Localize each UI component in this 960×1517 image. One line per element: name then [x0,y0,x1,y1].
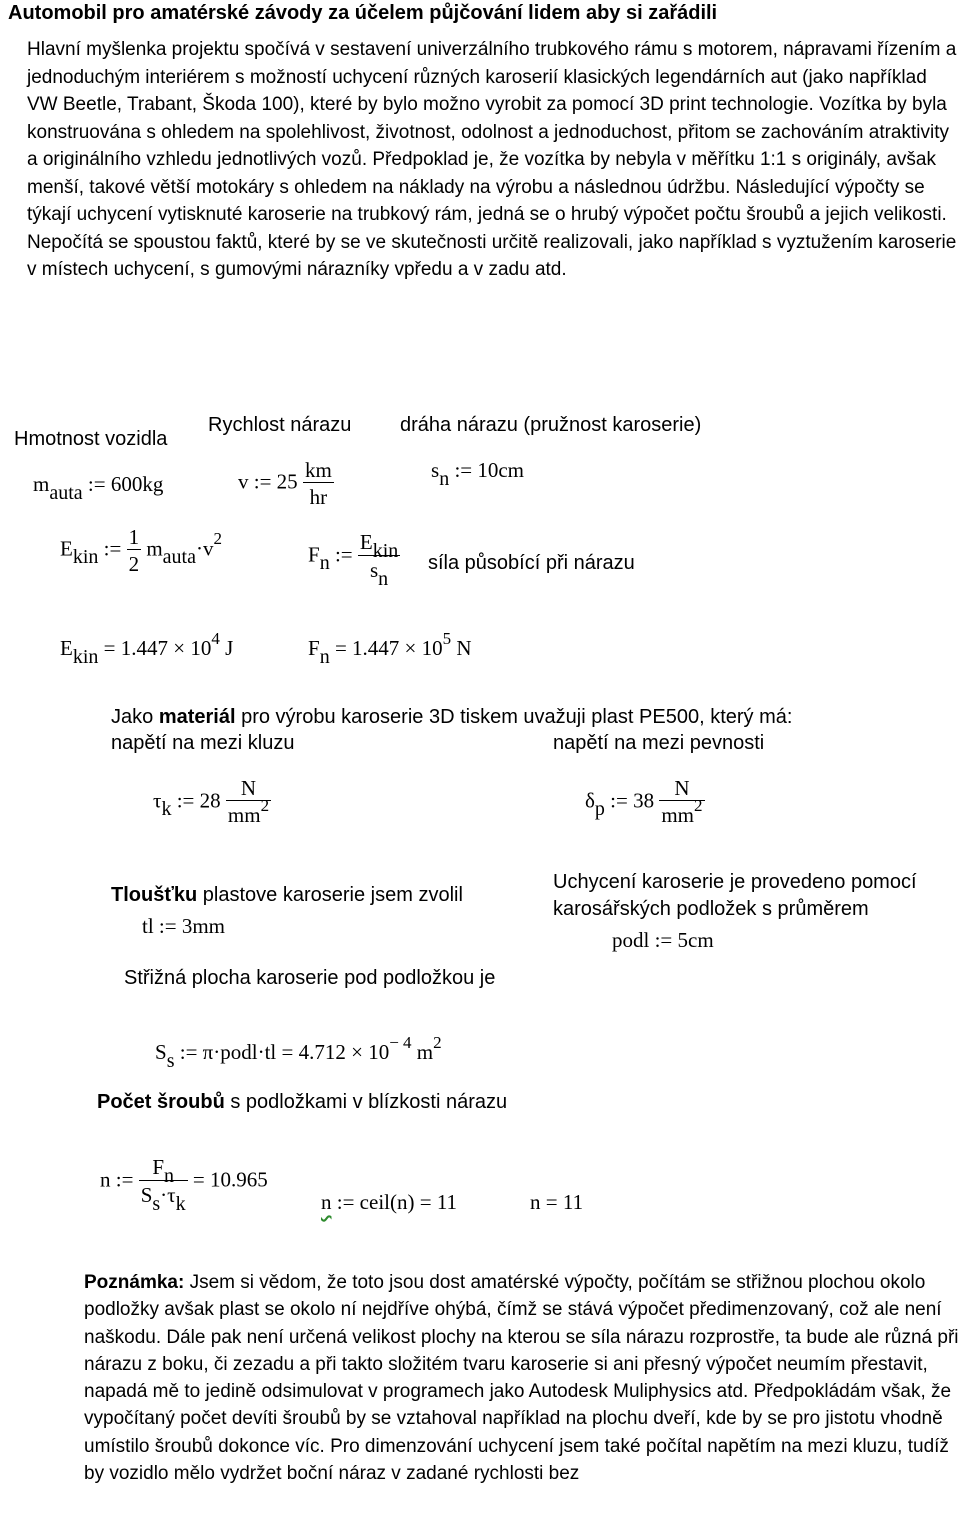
washer-diameter-definition: podl := 5cm [612,928,714,952]
material-sentence: Jako materiál pro výrobu karoserie 3D tiskem uvažuji plast PE500, který má: [111,706,793,728]
ultimate-stress-definition: δp := 38 $\frac{N}{mm^2}$ [585,776,703,827]
kinetic-energy-result: Ekin = $1.447 \times 10^4$ J [60,629,234,668]
mount-line-1: Uchycení karoserie je provedeno pomocí [553,871,917,893]
force-result: $Fn = 1.447 \times 10^5$ N [308,629,472,668]
speed-definition: v := 25 $\frac{km}{hr}$ [238,458,332,509]
kinetic-energy-formula: Ekin := $\frac{1}{2}$ $mauta\cdot v^2$ [60,525,222,576]
ultimate-label: napětí na mezi pevnosti [553,732,765,754]
bolt-count-final: n = 11 [530,1190,584,1214]
mass-definition: mauta := 600kg [33,472,164,504]
shear-area-label: Střižná plocha karoserie pod podložkou je [124,967,496,989]
bolt-count-ceil: n := ceil(n) = 11 [321,1190,458,1214]
bolt-count-heading: Počet šroubů s podložkami v blízkosti nárazu [97,1091,508,1113]
distance-definition: sn := 10cm [431,458,525,490]
mass-label: Hmotnost vozidla [14,428,168,450]
intro-paragraph: Hlavní myšlenka projektu spočívá v sestavení univerzálního trubkového rámu s motorem, nápravami řízením a jednoduchým interiérem s možností uchycení různých karoserií klasických legendárních aut (jako například VW Beetle, Trabant, Škoda 100), které by bylo možno vyrobit za pomocí 3D print technologie. Vozítka by byla konstruována s ohledem na spolehlivost, životnost, odolnost a jednoduchost, přitom se zachováním atraktivity a originálního vzhledu jednotlivých vozů. Předpoklad je, že vozítka by nebyla v měřítku 1:1 s originály, avšak menší, takové větší motokáry s ohledem na náklady na výrobu a následnou údržbu. Následující výpočty se týkají uchycení vytisknuté karoserie na trubkový rám, jedná se o hrubý výpočet počtu šroubů a jejich velikosti. Nepočítá se spoustou faktů, které by se ve skutečnosti určitě realizovali, jako například s vyztužením karoserie v místech uchycení, s gumovými nárazníky vpředu a v zadu atd. [27,39,957,280]
yield-label: napětí na mezi kluzu [111,732,295,754]
note-paragraph: Poznámka: Jsem si vědom, že toto jsou dost amatérské výpočty, počítám se střižnou plochou okolo podložky avšak plast se okolo ní nejdříve ohýbá, čímž se stává výpočet předimenzovaný, což ale není naškodu. Dále pak není určená velikost plochy na kterou se síla nárazu rozprostře, ta bude ale různá při nárazu z boku, či zezadu a při takto složitém tvaru karoserie si ani přesný výpočet neumím přestavit, napadá mě to jedině odsimulovat v programech jako Autodesk Muliphysics atd. Předpokládám však, že vypočítaný počet devíti šroubů by se vztahoval například na plochu dveří, kde by se pro jistotu vhodně umístilo šroubů dokonce víc. Pro dimenzování uchycení jsem také počítal napětím na mezi kluzu, tudíž by vozidlo mělo vydržet boční náraz v zadané rychlosti bez [84,1272,959,1485]
force-formula: Fn := $\frac{\text{Ekin}}{sn}$ [308,530,399,590]
distance-label: dráha nárazu (pružnost karoserie) [400,414,702,436]
document-title: Automobil pro amatérské závody za účelem půjčování lidem aby si zařádili [8,2,718,24]
shear-area-formula: Ss := π·podl·tl = $4.712 \times 10^{- 4}$ $m^2$ [155,1033,442,1072]
yield-stress-definition: τk := 28 $\frac{N}{mm^2}$ [153,776,270,827]
thickness-definition: tl := 3mm [142,914,226,938]
mount-line-2: karosářských podložek s průměrem [553,898,869,920]
bolt-count-formula: n := $\frac{Fn}{Ss\cdot\tau k}$ = 10.965 [100,1155,268,1215]
thickness-sentence: Tloušťku plastove karoserie jsem zvolil [111,884,463,906]
force-description: síla působící při nárazu [428,552,635,574]
speed-label: Rychlost nárazu [208,414,352,436]
